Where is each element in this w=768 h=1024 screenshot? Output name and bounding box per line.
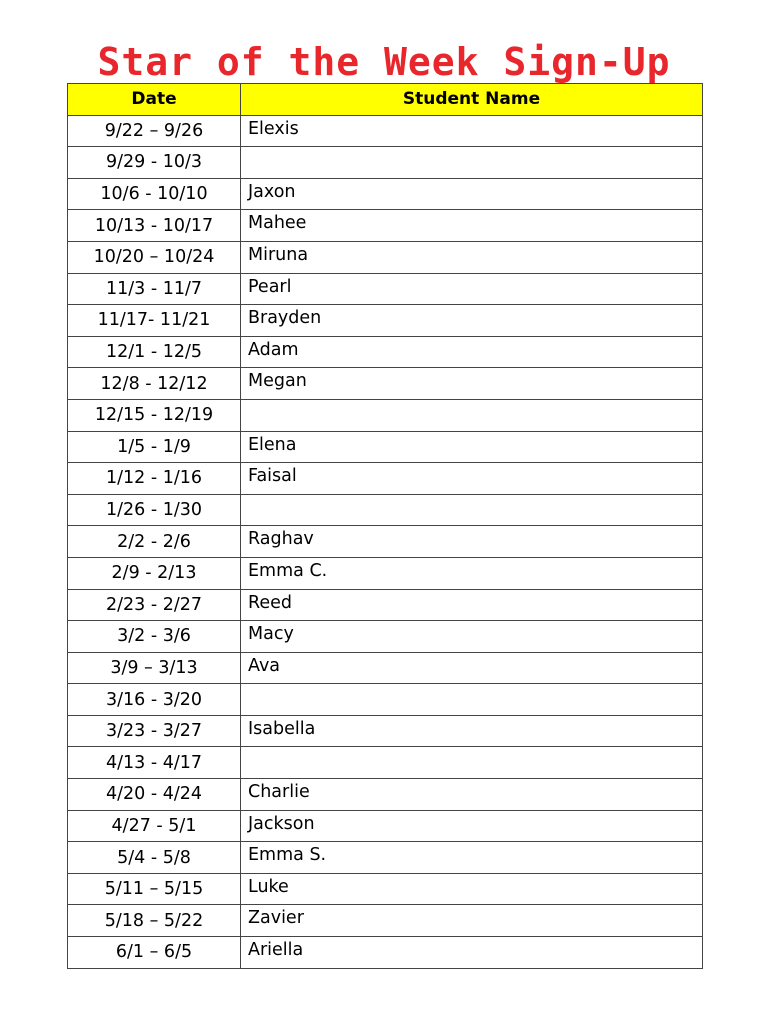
student-name-cell[interactable]: Isabella: [241, 715, 703, 747]
student-name-cell[interactable]: Mahee: [241, 210, 703, 242]
student-name-cell[interactable]: Miruna: [241, 241, 703, 273]
student-name-cell[interactable]: [241, 147, 703, 179]
date-cell: 5/18 – 5/22: [68, 905, 241, 937]
table-body: [68, 115, 703, 968]
student-name-cell[interactable]: [241, 494, 703, 526]
table-row: [68, 115, 703, 147]
table-row: [68, 178, 703, 210]
table-row: [68, 368, 703, 400]
student-name-cell[interactable]: Faisal: [241, 463, 703, 495]
table-row: [68, 210, 703, 242]
date-cell: 3/16 - 3/20: [68, 684, 241, 716]
date-cell: 4/27 - 5/1: [68, 810, 241, 842]
student-name-cell[interactable]: Pearl: [241, 273, 703, 305]
table-row: [68, 810, 703, 842]
table-row: [68, 526, 703, 558]
date-cell: 9/29 - 10/3: [68, 147, 241, 179]
date-cell: 2/2 - 2/6: [68, 526, 241, 558]
student-name-cell[interactable]: Ava: [241, 652, 703, 684]
student-name-cell[interactable]: Megan: [241, 368, 703, 400]
date-cell: 12/8 - 12/12: [68, 368, 241, 400]
table-row: [68, 842, 703, 874]
date-cell: 11/17- 11/21: [68, 305, 241, 337]
column-header-date: Date: [68, 84, 241, 116]
student-name-cell[interactable]: Luke: [241, 873, 703, 905]
student-name-cell[interactable]: Reed: [241, 589, 703, 621]
date-cell: 5/4 - 5/8: [68, 842, 241, 874]
date-cell: 10/20 – 10/24: [68, 241, 241, 273]
student-name-cell[interactable]: Zavier: [241, 905, 703, 937]
date-cell: 12/1 - 12/5: [68, 336, 241, 368]
table-row: [68, 747, 703, 779]
table-row: [68, 621, 703, 653]
student-name-cell[interactable]: Charlie: [241, 779, 703, 811]
table-row: [68, 557, 703, 589]
student-name-cell[interactable]: Raghav: [241, 526, 703, 558]
column-header-student-name: Student Name: [241, 84, 703, 116]
student-name-cell[interactable]: [241, 684, 703, 716]
header-row: [68, 84, 703, 116]
date-cell: 4/20 - 4/24: [68, 779, 241, 811]
table-row: [68, 305, 703, 337]
table-row: [68, 147, 703, 179]
table-row: [68, 715, 703, 747]
student-name-cell[interactable]: [241, 747, 703, 779]
date-cell: 12/15 - 12/19: [68, 399, 241, 431]
student-name-cell[interactable]: Emma S.: [241, 842, 703, 874]
table-row: [68, 652, 703, 684]
date-cell: 11/3 - 11/7: [68, 273, 241, 305]
date-cell: 10/13 - 10/17: [68, 210, 241, 242]
page-title: Star of the Week Sign-Up: [97, 40, 671, 84]
table-row: [68, 494, 703, 526]
student-name-cell[interactable]: Emma C.: [241, 557, 703, 589]
table-row: [68, 336, 703, 368]
student-name-cell[interactable]: Jaxon: [241, 178, 703, 210]
date-cell: 2/23 - 2/27: [68, 589, 241, 621]
table-row: [68, 589, 703, 621]
table-row: [68, 684, 703, 716]
student-name-cell[interactable]: Brayden: [241, 305, 703, 337]
student-name-cell[interactable]: [241, 399, 703, 431]
date-cell: 5/11 – 5/15: [68, 873, 241, 905]
date-cell: 4/13 - 4/17: [68, 747, 241, 779]
date-cell: 9/22 – 9/26: [68, 115, 241, 147]
table-row: [68, 463, 703, 495]
date-cell: 3/23 - 3/27: [68, 715, 241, 747]
table-row: [68, 905, 703, 937]
student-name-cell[interactable]: Adam: [241, 336, 703, 368]
date-cell: 6/1 – 6/5: [68, 937, 241, 969]
table-row: [68, 273, 703, 305]
table-row: [68, 873, 703, 905]
date-cell: 10/6 - 10/10: [68, 178, 241, 210]
student-name-cell[interactable]: Macy: [241, 621, 703, 653]
student-name-cell[interactable]: Elexis: [241, 115, 703, 147]
date-cell: 1/26 - 1/30: [68, 494, 241, 526]
date-cell: 2/9 - 2/13: [68, 557, 241, 589]
student-name-cell[interactable]: Elena: [241, 431, 703, 463]
table-row: [68, 431, 703, 463]
date-cell: 3/2 - 3/6: [68, 621, 241, 653]
table-row: [68, 937, 703, 969]
table-row: [68, 779, 703, 811]
signup-table: [67, 83, 703, 969]
student-name-cell[interactable]: Ariella: [241, 937, 703, 969]
date-cell: 3/9 – 3/13: [68, 652, 241, 684]
student-name-cell[interactable]: Jackson: [241, 810, 703, 842]
table-row: [68, 241, 703, 273]
date-cell: 1/12 - 1/16: [68, 463, 241, 495]
table-row: [68, 399, 703, 431]
date-cell: 1/5 - 1/9: [68, 431, 241, 463]
table-header: [68, 84, 703, 116]
